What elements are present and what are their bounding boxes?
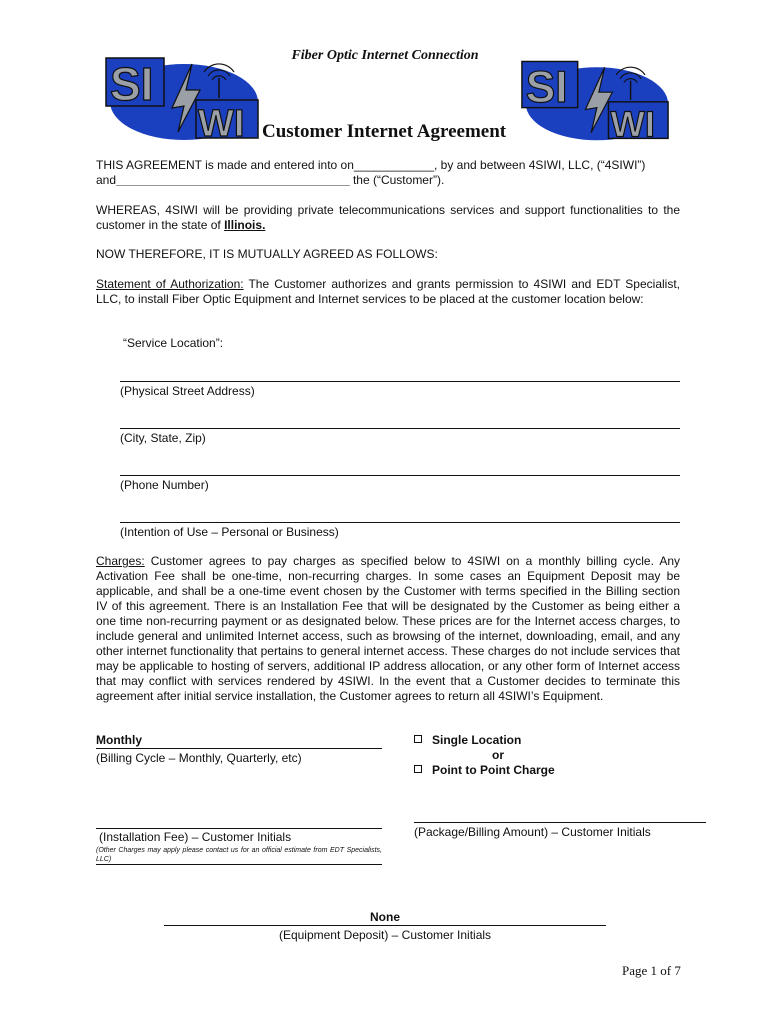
document-title: Customer Internet Agreement (262, 121, 507, 142)
billing-cycle-line[interactable] (96, 748, 382, 749)
charges-text: Customer agrees to pay charges as specified below to 4SIWI on a monthly billing cycle. Any Activation Fee shall be one-time, non-recurring charges. In some cases an Equipment Deposit may be applicable, and shall be a one-time event chosen by the Customer with terms specified in the Billing section IV of this agreement. There is an Installation Fee that will be designated by the Customer as being either a one time non-recurring payment or as designated below. These prices are for the Internet access charges, to include general and unlimited Internet access, such as browsing of the internet, downloading, email, and any other internet functionality that pertains to general internet access. These charges do not include services that may be applicable to hosting of servers, additional IP address allocation, or any other form of Internet access that may conflict with services rendered by 4SIWI. In the event that a Customer decides to terminate this agreement after initial service installation, the Customer agrees to return all 4SIWI’s Equipment. (96, 554, 680, 703)
svg-text:SI: SI (525, 62, 568, 112)
billing-cycle-value: Monthly (96, 733, 142, 747)
option-point-to-point[interactable] (414, 763, 555, 777)
address-label: (Physical Street Address) (120, 384, 255, 398)
svg-text:WI: WI (610, 103, 656, 144)
intention-line[interactable] (120, 522, 680, 523)
document-subtitle: Fiber Optic Internet Connection (291, 48, 479, 63)
intro-and: and (96, 173, 117, 187)
address-line[interactable] (120, 381, 680, 382)
phone-line[interactable] (120, 475, 680, 476)
intro-customer-blank[interactable]: ___________________________________ (116, 173, 350, 187)
svg-text:WI: WI (198, 103, 245, 142)
installation-note-line (96, 864, 382, 865)
installation-line[interactable] (96, 828, 382, 829)
installation-note: (Other Charges may apply please contact us for an official estimate from EDT Specialists, LLC) (96, 847, 382, 863)
deposit-line[interactable] (164, 925, 606, 926)
intro-line1: THIS AGREEMENT is made and entered into on____________, by and between 4SIWI, LLC, (“4SIWI”) (96, 158, 646, 172)
charges-paragraph (96, 554, 680, 704)
whereas-state: Illinois. (224, 218, 266, 232)
authorization-text: The Customer authorizes and grants permission to 4SIWI and EDT Specialist, LLC, to install Fiber Optic Equipment and Internet services to be placed at the customer location below: (96, 277, 680, 306)
svg-text:SI: SI (110, 58, 154, 110)
city-line[interactable] (120, 428, 680, 429)
installation-label: (Installation Fee) – Customer Initials (99, 830, 292, 844)
now-therefore: NOW THEREFORE, IT IS MUTUALLY AGREED AS FOLLOWS: (96, 247, 438, 261)
deposit-value: None (370, 910, 400, 924)
package-label: (Package/Billing Amount) – Customer Initials (414, 825, 651, 839)
charges-heading: Charges: (96, 554, 145, 568)
point-to-point-label: Point to Point Charge (432, 763, 555, 777)
whereas-text: WHEREAS, 4SIWI will be providing private telecommunications services and support functionalities to the customer in the state of (96, 203, 680, 232)
intention-label: (Intention of Use – Personal or Business) (120, 525, 339, 539)
page-number: Page 1 of 7 (622, 963, 681, 978)
intro-line2 (96, 173, 680, 188)
authorization-paragraph (96, 277, 680, 307)
billing-cycle-label: (Billing Cycle – Monthly, Quarterly, etc) (96, 751, 302, 765)
service-location-label: “Service Location”: (123, 336, 224, 350)
authorization-heading: Statement of Authorization: (96, 277, 244, 291)
package-line[interactable] (414, 822, 706, 823)
option-or: or (492, 748, 504, 762)
single-location-label: Single Location (432, 733, 522, 747)
city-label: (City, State, Zip) (120, 431, 206, 445)
option-single-location[interactable] (414, 733, 521, 747)
whereas-paragraph (96, 203, 680, 233)
single-location-checkbox[interactable] (414, 735, 422, 743)
phone-label: (Phone Number) (120, 478, 209, 492)
company-logo-right (520, 52, 670, 144)
intro-customer-suffix: the (“Customer”). (349, 173, 445, 187)
point-to-point-checkbox[interactable] (414, 765, 422, 773)
deposit-label: (Equipment Deposit) – Customer Initials (278, 928, 492, 942)
